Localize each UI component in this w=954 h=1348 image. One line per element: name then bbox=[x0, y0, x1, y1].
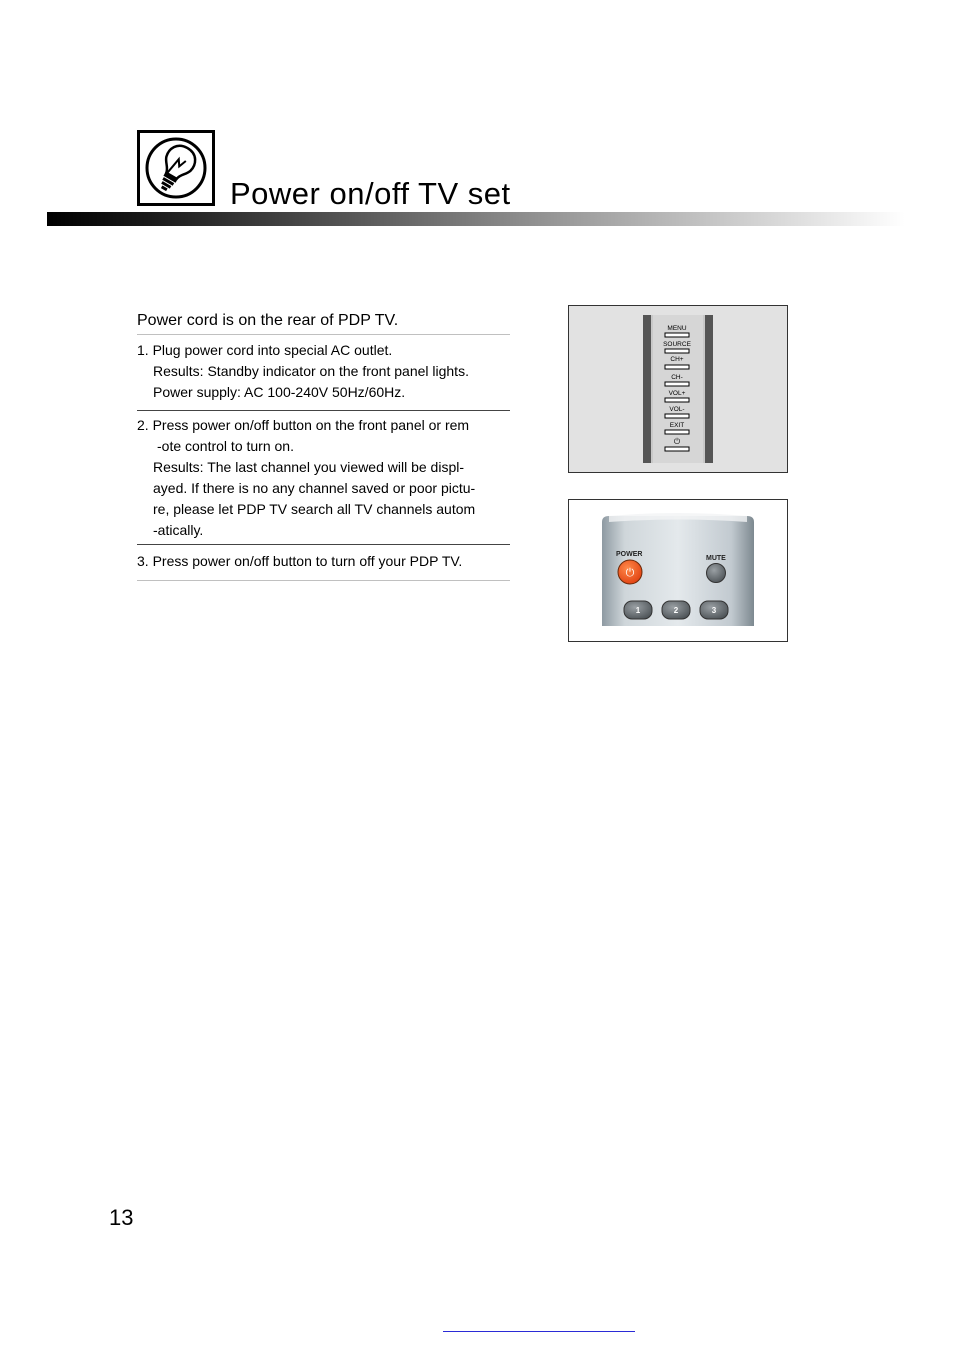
step-2-line: -ote control to turn on. bbox=[157, 438, 294, 454]
panel-label-vol-plus: VOL+ bbox=[668, 390, 686, 397]
section-heading: Power cord is on the rear of PDP TV. bbox=[137, 312, 399, 329]
panel-button[interactable] bbox=[665, 382, 689, 386]
panel-label-ch-plus: CH+ bbox=[670, 356, 684, 363]
remote-power-label: POWER bbox=[616, 551, 643, 558]
divider bbox=[137, 410, 510, 411]
panel-button[interactable] bbox=[665, 365, 689, 369]
remote-control-image bbox=[568, 499, 788, 642]
step-2-line: Results: The last channel you viewed will be displ- bbox=[153, 459, 465, 475]
front-panel-image bbox=[568, 305, 788, 473]
remote-digit-1: 1 bbox=[635, 606, 641, 615]
remote-mute-label: MUTE bbox=[706, 555, 726, 562]
panel-button[interactable] bbox=[665, 414, 689, 418]
panel-power-icon: ⏻ bbox=[673, 437, 681, 446]
power-icon: ⏻ bbox=[625, 566, 635, 579]
panel-label-source: SOURCE bbox=[663, 341, 691, 348]
divider bbox=[137, 544, 510, 545]
remote-digit-2: 2 bbox=[673, 606, 679, 615]
step-1-line: Results: Standby indicator on the front panel lights. bbox=[153, 363, 469, 379]
divider bbox=[137, 580, 510, 581]
step-1-line: Power supply: AC 100-240V 50Hz/60Hz. bbox=[153, 384, 406, 400]
panel-button[interactable] bbox=[665, 430, 689, 434]
panel-button[interactable] bbox=[665, 349, 689, 353]
footer-link-line bbox=[443, 1331, 635, 1332]
step-3-line: 3. Press power on/off button to turn off your PDP TV. bbox=[137, 553, 463, 569]
panel-button[interactable] bbox=[665, 333, 689, 337]
page-title: Power on/off TV set bbox=[230, 176, 511, 211]
title-underline-bar bbox=[47, 212, 905, 226]
remote-digit-3: 3 bbox=[711, 606, 717, 615]
panel-label-exit: EXIT bbox=[669, 422, 685, 429]
step-2-line: -atically. bbox=[153, 522, 204, 538]
front-panel-drawing bbox=[569, 306, 787, 472]
panel-power-button[interactable] bbox=[665, 447, 689, 451]
panel-button[interactable] bbox=[665, 398, 689, 402]
page-number: 13 bbox=[109, 1205, 134, 1230]
step-2-line: ayed. If there is no any channel saved or poor pictu- bbox=[153, 480, 476, 496]
panel-label-vol-minus: VOL- bbox=[669, 406, 685, 413]
remote-mute-button[interactable] bbox=[707, 564, 726, 583]
panel-label-menu: MENU bbox=[667, 325, 687, 332]
remote-control-drawing bbox=[569, 500, 787, 641]
divider bbox=[137, 334, 510, 335]
lightbulb-icon-box bbox=[137, 130, 215, 206]
step-2-line: re, please let PDP TV search all TV channels autom bbox=[153, 501, 476, 517]
lightbulb-icon bbox=[140, 133, 212, 203]
panel-label-ch-minus: CH- bbox=[671, 374, 683, 381]
step-1-line: 1. Plug power cord into special AC outlet. bbox=[137, 342, 393, 358]
step-2-line: 2. Press power on/off button on the front panel or rem bbox=[137, 417, 470, 433]
